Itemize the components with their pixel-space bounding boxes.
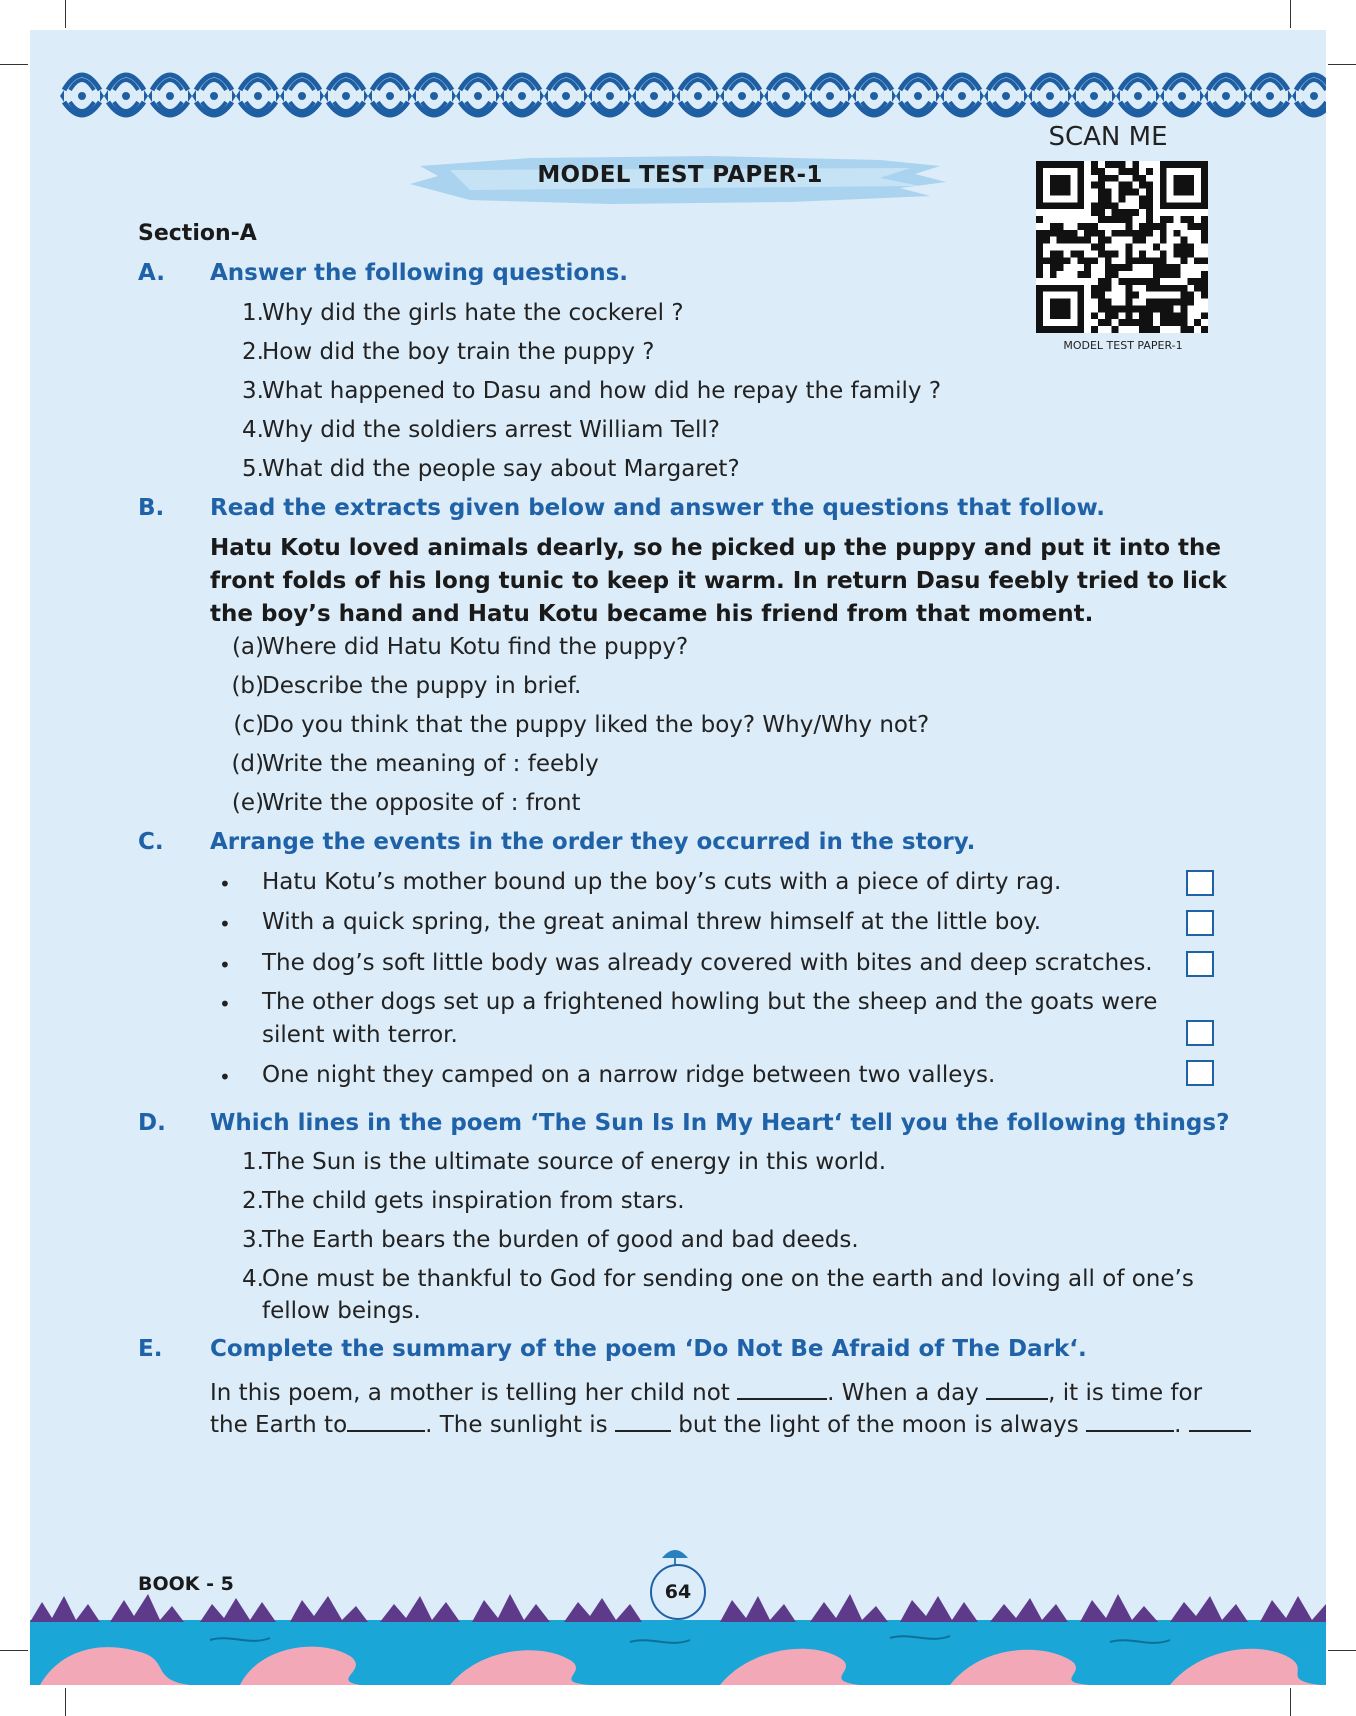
question-text: What did the people say about Margaret? [262, 456, 740, 482]
bullet: • [219, 872, 231, 896]
summary-text: . When a day [827, 1380, 979, 1406]
crop-mark [1290, 0, 1291, 28]
order-answer-box[interactable] [1186, 870, 1214, 896]
order-answer-box[interactable] [1186, 1060, 1214, 1086]
section-a-heading: Answer the following questions. [210, 260, 628, 286]
section-d-letter: D. [138, 1110, 166, 1136]
crop-mark [0, 64, 28, 65]
question-number: (e) [231, 790, 264, 816]
summary-text: . The sunlight is [425, 1412, 608, 1438]
bullet: • [219, 953, 231, 977]
summary-text: the Earth to [210, 1412, 348, 1438]
scan-me-label: SCAN ME [1048, 122, 1168, 152]
crop-mark [1328, 64, 1356, 65]
question-number: 1. [242, 300, 264, 326]
order-answer-box[interactable] [1186, 951, 1214, 977]
question-number: 4. [242, 417, 264, 443]
crop-mark [1290, 1688, 1291, 1716]
title-banner [410, 148, 950, 210]
crop-mark [65, 1688, 66, 1716]
question-number: (c) [233, 712, 264, 738]
section-e-heading: Complete the summary of the poem ‘Do Not Be Afraid of The Dark‘. [210, 1336, 1087, 1362]
question-text: How did the boy train the puppy ? [262, 339, 655, 365]
summary-line-1 [210, 1376, 1202, 1406]
event-text: One night they camped on a narrow ridge between two valleys. [262, 1062, 996, 1088]
page-title: MODEL TEST PAPER-1 [537, 162, 823, 188]
fill-blank[interactable] [986, 1376, 1048, 1400]
section-d-heading: Which lines in the poem ‘The Sun Is In My Heart‘ tell you the following things? [210, 1110, 1230, 1136]
fill-blank[interactable] [347, 1408, 425, 1432]
question-text: The child gets inspiration from stars. [262, 1188, 685, 1214]
qr-code [1036, 161, 1208, 333]
fill-blank[interactable] [737, 1376, 827, 1400]
section-b-letter: B. [138, 495, 165, 521]
order-answer-box[interactable] [1186, 910, 1214, 936]
bullet: • [219, 1065, 231, 1089]
question-text: Do you think that the puppy liked the boy? Why/Why not? [262, 712, 930, 738]
crop-mark [0, 1650, 28, 1651]
question-number: (a) [231, 634, 264, 660]
event-text: The dog’s soft little body was already covered with bites and deep scratches. [262, 950, 1153, 976]
summary-text: . [1174, 1412, 1182, 1438]
event-text: Hatu Kotu’s mother bound up the boy’s cuts with a piece of dirty rag. [262, 869, 1062, 895]
bullet: • [219, 992, 231, 1016]
section-e-letter: E. [138, 1336, 163, 1362]
question-text: One must be thankful to God for sending one on the earth and loving all of one’s [262, 1266, 1194, 1292]
bullet: • [219, 912, 231, 936]
crop-mark [65, 0, 66, 28]
event-text-continued: silent with terror. [262, 1022, 458, 1048]
summary-text: , it is time for [1048, 1380, 1203, 1406]
question-text: Write the opposite of : front [262, 790, 581, 816]
event-text: The other dogs set up a frightened howling but the sheep and the goats were [262, 989, 1158, 1015]
section-c-heading: Arrange the events in the order they occurred in the story. [210, 829, 976, 855]
event-text: With a quick spring, the great animal threw himself at the little boy. [262, 909, 1042, 935]
order-answer-box[interactable] [1186, 1020, 1214, 1046]
question-number: 1. [242, 1149, 264, 1175]
question-text: Why did the soldiers arrest William Tell? [262, 417, 720, 443]
question-number: 5. [242, 456, 264, 482]
question-number: 2. [242, 339, 264, 365]
question-text-continued: fellow beings. [262, 1298, 421, 1324]
fill-blank[interactable] [615, 1408, 671, 1432]
question-text: Describe the puppy in brief. [262, 673, 582, 699]
section-label: Section-A [138, 221, 257, 246]
question-text: The Sun is the ultimate source of energy in this world. [262, 1149, 887, 1175]
summary-line-2 [210, 1408, 1251, 1438]
page-number: 64 [650, 1564, 706, 1620]
question-text: Where did Hatu Kotu find the puppy? [262, 634, 689, 660]
section-b-heading: Read the extracts given below and answer the questions that follow. [210, 495, 1106, 521]
question-text: What happened to Dasu and how did he repay the family ? [262, 378, 942, 404]
worksheet-page [30, 30, 1326, 1685]
summary-text: but the light of the moon is always [678, 1412, 1079, 1438]
question-text: Write the meaning of : feebly [262, 751, 599, 777]
question-number: (d) [231, 751, 264, 777]
fill-blank[interactable] [1086, 1408, 1174, 1432]
question-number: 4. [242, 1266, 264, 1292]
section-a-letter: A. [138, 260, 165, 286]
question-number: 3. [242, 1227, 264, 1253]
summary-text: In this poem, a mother is telling her child not [210, 1380, 730, 1406]
crop-mark [1328, 1650, 1356, 1651]
extract-passage: Hatu Kotu loved animals dearly, so he picked up the puppy and put it into the front folds of his long tunic to keep it warm. In return Dasu feebly tried to lick the boy’s hand and Hatu Kotu became his friend from that moment. [210, 535, 1227, 627]
question-text: Why did the girls hate the cockerel ? [262, 300, 684, 326]
question-text: The Earth bears the burden of good and bad deeds. [262, 1227, 859, 1253]
question-number: 3. [242, 378, 264, 404]
question-number: 2. [242, 1188, 264, 1214]
book-label: BOOK - 5 [138, 1573, 234, 1595]
fill-blank[interactable] [1189, 1408, 1251, 1432]
question-number: (b) [231, 673, 264, 699]
qr-caption: MODEL TEST PAPER-1 [1063, 339, 1183, 352]
section-c-letter: C. [138, 829, 164, 855]
